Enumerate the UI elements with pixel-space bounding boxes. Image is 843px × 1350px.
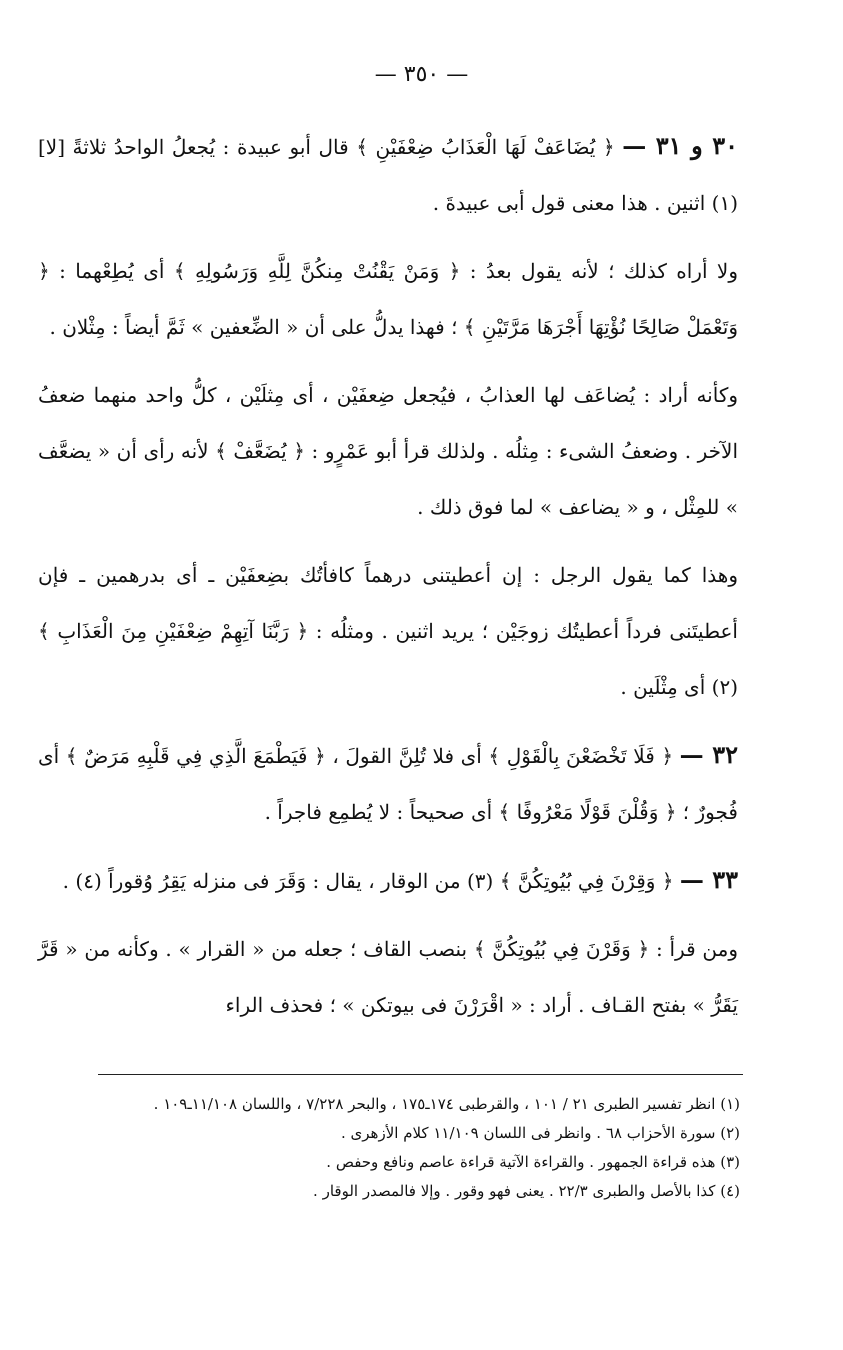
- page-number: — ٣٥٠ —: [374, 62, 469, 87]
- footnote-3: (٣) هذه قراءة الجمهور . والقراءة الآتية قراءة عاصم ونافع وحفص .: [326, 1153, 740, 1171]
- footnotes: [40, 1090, 740, 1206]
- paragraph-33: [38, 848, 738, 909]
- paragraph-32: [38, 723, 738, 840]
- footnote-1: (١) انظر تفسير الطبرى ٢١ / ١٠١ ، والقرطبى ١٧٤ـ١٧٥ ، والبحر ٧/٢٢٨ ، واللسان ١١/١٠٨ـ١٠٩ .: [153, 1095, 740, 1113]
- paragraph: [38, 239, 738, 355]
- main-text: [38, 118, 738, 1041]
- paragraph: [38, 543, 738, 715]
- footnote-divider: [98, 1074, 743, 1075]
- verse-number: ٣٢ —: [679, 740, 738, 769]
- paragraph-text: ﴿ وَقِرْنَ فِي بُيُوتِكُنَّ ﴾ (٣) من الوقار ، يقال : وَقَرَ فى منزله يَقِرُ وُقوراً (٤) .: [62, 869, 674, 893]
- paragraph-text: وكأنه أراد : يُضاعَف لها العذابُ ، فيُجعل ضِعفَيْن ، أى مِثلَيْن ، كلُّ واحد منهما ضعفُ الآخر . وضعفُ الشىء : مِثلُه . ولذلك قرأ أبو عَمْرٍو : ﴿ يُضَعَّفْ ﴾ لأنه رأى أن « يضعَّف » للمِثْل ، و « يضاعف » لما فوق ذلك .: [38, 383, 738, 519]
- paragraph: [38, 917, 738, 1033]
- footnote-2: (٢) سورة الأحزاب ٦٨ . وانظر فى اللسان ١١/١٠٩ كلام الأزهرى .: [341, 1124, 740, 1142]
- paragraph-text: وهذا كما يقول الرجل : إن أعطيتنى درهماً كافأتُك بضِعفَيْن ـ أى بدرهمين ـ فإن أعطيتَنى فرداً أعطيتُك زوجَيْن ؛ يريد اثنين . ومثلُه : ﴿ رَبَّنَا آتِهِمْ ضِعْفَيْنِ مِنَ الْعَذَابِ ﴾ (٢) أى مِثْلَين .: [38, 563, 738, 699]
- paragraph: [38, 363, 738, 535]
- paragraph-text: ﴿ فَلَا تَخْضَعْنَ بِالْقَوْلِ ﴾ أى فلا تُلِنَّ القولَ ، ﴿ فَيَطْمَعَ الَّذِي فِي قَلْبِهِ مَرَضٌ ﴾ أى فُجورٌ ؛ ﴿ وَقُلْنَ قَوْلًا مَعْرُوفًا ﴾ أى صحيحاً : لا يُطمِع فاجراً .: [38, 744, 738, 824]
- paragraph-text: ولا أراه كذلك ؛ لأنه يقول بعدُ : ﴿ وَمَنْ يَقْنُتْ مِنكُنَّ لِلَّهِ وَرَسُولِهِ ﴾ أى يُطِعْهما : ﴿ وَتَعْمَلْ صَالِحًا نُؤْتِهَا أَجْرَهَا مَرَّتَيْنِ ﴾ ؛ فهذا يدلُّ على أن « الضِّعفين » ثَمَّ أيضاً : مِثْلان .: [38, 259, 738, 339]
- verse-number: ٣٠ و ٣١ —: [622, 131, 738, 160]
- paragraph-text: ومن قرأ : ﴿ وَقَرْنَ فِي بُيُوتِكُنَّ ﴾ بنصب القاف ؛ جعله من « القرار » . وكأنه من « قَرَّ يَقَرُّ » بفتح القـاف . أراد : « اقْرَرْنَ فى بيوتكن » ؛ فحذف الراء: [38, 937, 738, 1017]
- footnote-4: (٤) كذا بالأصل والطبرى ٢٢/٣ . يعنى فهو وقور . وإلا فالمصدر الوقار .: [313, 1182, 740, 1200]
- paragraph-30-31: [38, 118, 738, 231]
- paragraph-text: ﴿ يُضَاعَفْ لَهَا الْعَذَابُ ضِعْفَيْنِ ﴾ قال أبو عبيدة : يُجعلُ الواحدُ ثلاثةً [لا] (١) اثنين . هذا معنى قول أبى عبيدةَ .: [38, 135, 738, 215]
- verse-number: ٣٣ —: [679, 865, 738, 894]
